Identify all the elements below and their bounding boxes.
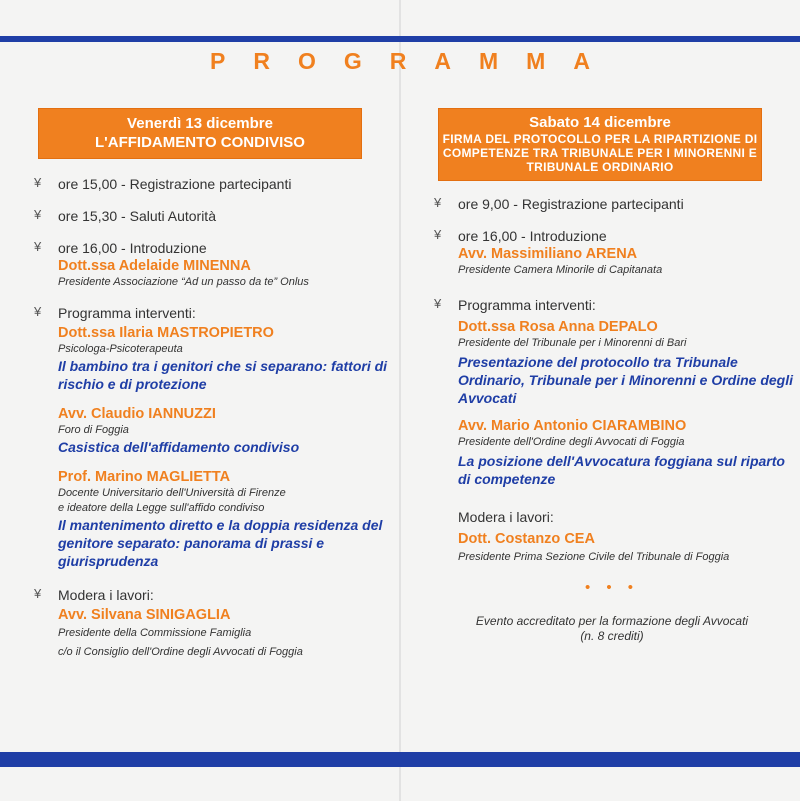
friday-item-greetings — [28, 207, 388, 225]
friday-item-introduction — [28, 239, 388, 290]
time-entry: ore 15,00 - Registrazione partecipanti — [58, 176, 292, 192]
speaker-role: Foro di Foggia — [58, 424, 129, 436]
bullet-icon: ¥ — [34, 207, 42, 222]
speaker-name: Avv. Massimiliano ARENA — [458, 246, 638, 262]
bullet-icon: ¥ — [34, 239, 42, 254]
speaker-role: e ideatore della Legge sull'affido condiviso — [58, 502, 265, 514]
bullet-icon: ¥ — [434, 296, 442, 311]
bullet-icon: ¥ — [434, 195, 442, 210]
speaker-role: Presidente Associazione “Ad un passo da te” Onlus — [58, 276, 309, 288]
saturday-moderator-label: Modera i lavori: — [458, 509, 554, 525]
time-entry: ore 16,00 - Introduzione — [458, 228, 607, 244]
saturday-item-registration — [428, 195, 796, 213]
saturday-moderator — [428, 530, 796, 565]
talk-title: Il mantenimento diretto e la doppia residenza del genitore separato: panorama di prassi e giurisprudenza — [58, 517, 383, 569]
bullet-icon: ¥ — [34, 175, 42, 190]
bullet-icon: ¥ — [34, 586, 42, 601]
speaker-role: Presidente dell'Ordine degli Avvocati di Foggia — [458, 436, 685, 448]
saturday-day: Sabato 14 dicembre — [529, 114, 671, 131]
speaker-name: Dott.ssa Ilaria MASTROPIETRO — [58, 325, 274, 341]
friday-header-box — [38, 108, 362, 159]
friday-moderator — [28, 586, 388, 660]
time-entry: ore 9,00 - Registrazione partecipanti — [458, 196, 684, 212]
speaker-name: Dott. Costanzo CEA — [458, 531, 595, 547]
credits-note: (n. 8 crediti) — [580, 629, 644, 643]
time-entry: ore 16,00 - Introduzione — [58, 240, 207, 256]
saturday-column — [428, 108, 796, 644]
talk-title: La posizione dell'Avvocatura foggiana sul riparto di competenze — [458, 453, 785, 487]
friday-topic: L'AFFIDAMENTO CONDIVISO — [95, 134, 305, 151]
bullet-icon: ¥ — [34, 304, 42, 319]
speaker-role: Docente Universitario dell'Università di Firenze — [58, 487, 286, 499]
speaker-name: Avv. Mario Antonio CIARAMBINO — [458, 418, 687, 434]
top-blue-band — [0, 36, 800, 42]
speaker-name: Avv. Silvana SINIGAGLIA — [58, 607, 231, 623]
time-entry: ore 15,30 - Saluti Autorità — [58, 208, 216, 224]
talk-title: Il bambino tra i genitori che si separano: fattori di rischio e di protezione — [58, 358, 388, 392]
friday-column — [28, 108, 388, 660]
speaker-name: Dott.ssa Rosa Anna DEPALO — [458, 319, 658, 335]
moderator-label: Modera i lavori: — [58, 587, 154, 603]
saturday-topic: FIRMA DEL PROTOCOLLO PER LA RIPARTIZIONE DI COMPETENZE TRA TRIBUNALE PER I MINORENNI E TRIBUNALE ORDINARIO — [442, 132, 758, 174]
page-fold — [399, 0, 401, 801]
saturday-item-introduction — [428, 227, 796, 278]
program-label: Programma interventi: — [58, 305, 196, 321]
saturday-program — [428, 296, 796, 488]
speaker-name: Prof. Marino MAGLIETTA — [58, 469, 231, 485]
bullet-icon: ¥ — [434, 227, 442, 242]
speaker-name: Avv. Claudio IANNUZZI — [58, 406, 216, 422]
separator-dots: • • • — [584, 579, 640, 596]
accreditation-note: Evento accreditato per la formazione degli Avvocati — [475, 614, 749, 628]
talk-title: Casistica dell'affidamento condiviso — [58, 439, 300, 455]
speaker-name: Dott.ssa Adelaide MINENNA — [58, 258, 251, 274]
speaker-role: Presidente del Tribunale per i Minorenni di Bari — [458, 337, 687, 349]
program-label: Programma interventi: — [458, 297, 596, 313]
saturday-header-box — [438, 108, 762, 181]
page-title: PROGRAMMA — [210, 48, 618, 74]
speaker-role: Presidente Camera Minorile di Capitanata — [458, 264, 663, 276]
speaker-role: Presidente della Commissione Famiglia — [58, 627, 252, 639]
speaker-role: Presidente Prima Sezione Civile del Tribunale di Foggia — [458, 551, 730, 563]
friday-program — [28, 304, 388, 570]
speaker-role: c/o il Consiglio dell'Ordine degli Avvocati di Foggia — [58, 646, 303, 658]
speaker-role: Psicologa-Psicoterapeuta — [58, 343, 183, 355]
bottom-blue-band — [0, 752, 800, 767]
friday-item-registration — [28, 175, 388, 193]
friday-day: Venerdì 13 dicembre — [127, 115, 273, 132]
talk-title: Presentazione del protocollo tra Tribunale Ordinario, Tribunale per i Minorenni e Ordine degli Avvocati — [458, 354, 794, 406]
